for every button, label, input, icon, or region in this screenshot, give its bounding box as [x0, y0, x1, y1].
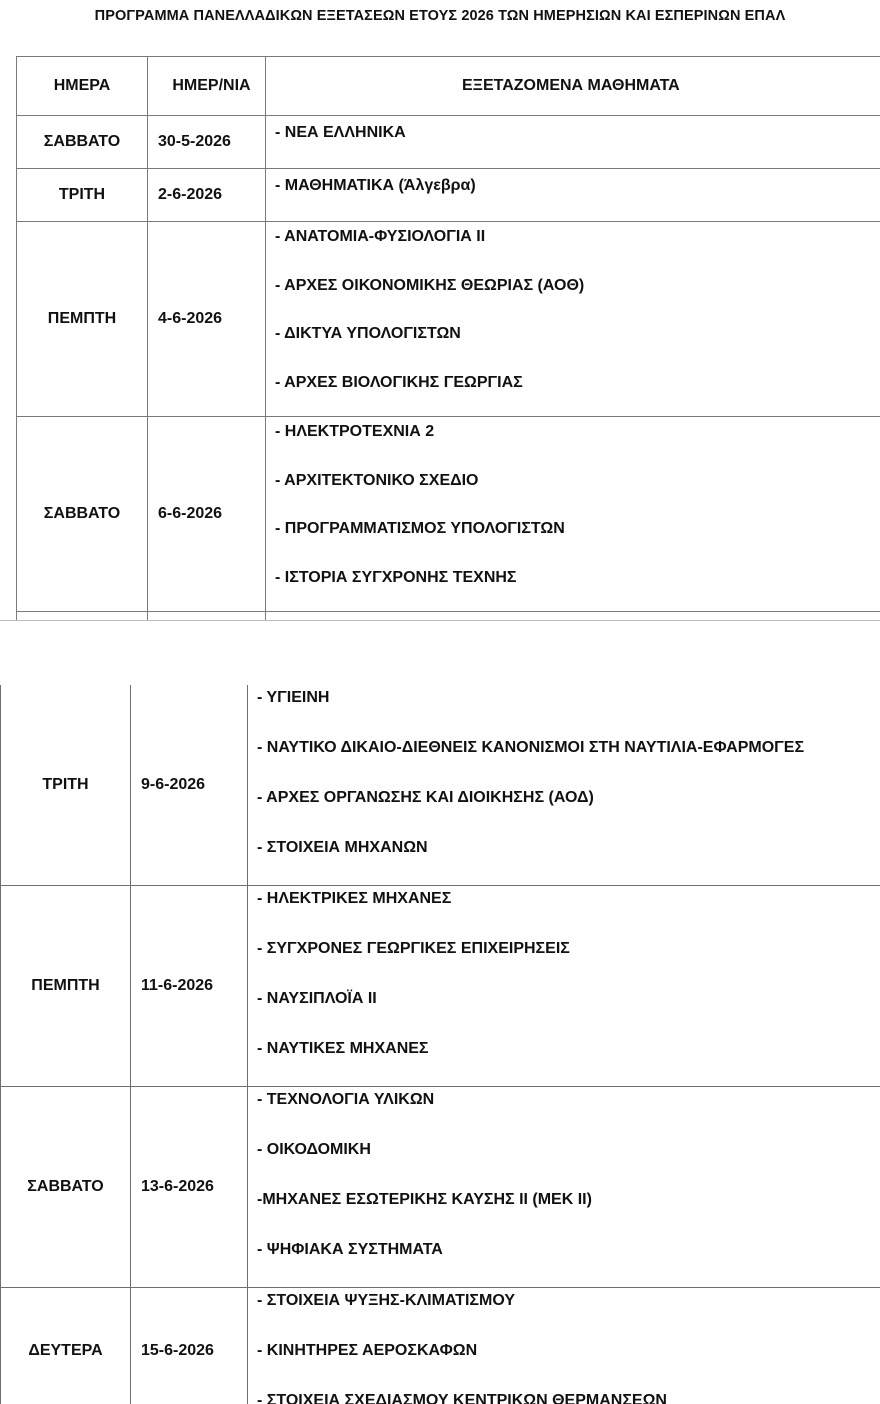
subject-item: - ΝΑΥΤΙΚΟ ΔΙΚΑΙΟ-ΔΙΕΘΝΕΙΣ ΚΑΝΟΝΙΣΜΟΙ ΣΤΗ ΝΑΥΤΙΛΙΑ-ΕΦΑΡΜΟΓΕΣ: [257, 739, 805, 756]
subject-item: - ΝΕΑ ΕΛΛΗΝΙΚΑ: [275, 124, 406, 141]
subject-item: - ΣΥΓΧΡΟΝΕΣ ΓΕΩΡΓΙΚΕΣ ΕΠΙΧΕΙΡΗΣΕΙΣ: [257, 940, 570, 957]
subject-item: - ΤΕΧΝΟΛΟΓΙΑ ΥΛΙΚΩΝ: [257, 1091, 435, 1108]
subject-item: - ΠΡΟΓΡΑΜΜΑΤΙΣΜΟΣ ΥΠΟΛΟΓΙΣΤΩΝ: [275, 520, 565, 537]
cell-day: ΠΕΜΠΤΗ: [17, 222, 148, 417]
cell-date: 9-6-2026: [131, 685, 248, 886]
table-row: [1, 1288, 880, 1404]
subject-item: - ΣΤΟΙΧΕΙΑ ΜΗΧΑΝΩΝ: [257, 839, 428, 856]
subject-item: - ΣΤΟΙΧΕΙΑ ΣΧΕΔΙΑΣΜΟΥ ΚΕΝΤΡΙΚΩΝ ΘΕΡΜΑΝΣΕΩΝ: [257, 1392, 667, 1404]
cell-subjects: [248, 1288, 880, 1404]
subject-item: - ΝΑΥΣΙΠΛΟΪΑ ΙΙ: [257, 990, 377, 1007]
cell-date: 4-6-2026: [148, 222, 266, 417]
cell-day: ΣΑΒΒΑΤΟ: [17, 116, 148, 169]
subject-item: - ΑΡΧΕΣ ΒΙΟΛΟΓΙΚΗΣ ΓΕΩΡΓΙΑΣ: [275, 373, 523, 391]
cell-date: 2-6-2026: [148, 169, 266, 222]
subject-item: - ΜΑΘΗΜΑΤΙΚΑ (Άλγεβρα): [275, 177, 476, 194]
subject-item: - ΨΗΦΙΑΚΑ ΣΥΣΤΗΜΑΤΑ: [257, 1241, 443, 1258]
subject-item: - ΝΑΥΤΙΚΕΣ ΜΗΧΑΝΕΣ: [257, 1040, 429, 1057]
table-row: [17, 417, 880, 612]
cell-subjects: [266, 169, 880, 222]
cell-subjects: [266, 417, 880, 612]
subject-item: - ΗΛΕΚΤΡΙΚΕΣ ΜΗΧΑΝΕΣ: [257, 890, 452, 907]
table-row: [1, 886, 880, 1087]
subject-item: - ΑΝΑΤΟΜΙΑ-ΦΥΣΙΟΛΟΓΙΑ ΙΙ: [275, 228, 486, 245]
cell-subjects: [266, 116, 880, 169]
table-row: [17, 116, 880, 169]
subject-item: -ΜΗΧΑΝΕΣ ΕΣΩΤΕΡΙΚΗΣ ΚΑΥΣΗΣ ΙΙ (ΜΕΚ ΙΙ): [257, 1191, 592, 1208]
subject-item: - ΗΛΕΚΤΡΟΤΕΧΝΙΑ 2: [275, 423, 435, 440]
exam-schedule-table-page-2: [0, 684, 880, 1404]
table-row: [17, 169, 880, 222]
subject-item: - ΚΙΝΗΤΗΡΕΣ ΑΕΡΟΣΚΑΦΩΝ: [257, 1342, 478, 1359]
page-gap: [0, 620, 880, 685]
cell-date: 13-6-2026: [131, 1087, 248, 1288]
table-row-partial: [17, 612, 880, 621]
cell-day: ΤΡΙΤΗ: [1, 685, 131, 886]
cell-subjects: [248, 886, 880, 1087]
subject-item: - ΙΣΤΟΡΙΑ ΣΥΓΧΡΟΝΗΣ ΤΕΧΝΗΣ: [275, 568, 517, 586]
table-header-row: [17, 57, 880, 116]
subject-item: - ΑΡΧΙΤΕΚΤΟΝΙΚΟ ΣΧΕΔΙΟ: [275, 471, 479, 489]
table-row: [1, 685, 880, 886]
cell-subjects: [248, 685, 880, 886]
page-2: [0, 620, 880, 1404]
header-day: ΗΜΕΡΑ: [17, 57, 148, 116]
cell-day: ΠΕΜΠΤΗ: [1, 886, 131, 1087]
cell-day: ΔΕΥΤΕΡΑ: [1, 1288, 131, 1404]
cell-date: 30-5-2026: [148, 116, 266, 169]
subject-item: - ΣΤΟΙΧΕΙΑ ΨΥΞΗΣ-ΚΛΙΜΑΤΙΣΜΟΥ: [257, 1292, 515, 1309]
cell-date: 15-6-2026: [131, 1288, 248, 1404]
subject-item: - ΑΡΧΕΣ ΟΡΓΑΝΩΣΗΣ ΚΑΙ ΔΙΟΙΚΗΣΗΣ (ΑΟΔ): [257, 789, 594, 806]
header-subjects: ΕΞΕΤΑΖΟΜΕΝΑ ΜΑΘΗΜΑΤΑ: [266, 57, 880, 116]
cell-day: ΤΡΙΤΗ: [17, 169, 148, 222]
cell-day: ΣΑΒΒΑΤΟ: [17, 417, 148, 612]
subject-item: - ΥΓΙΕΙΝΗ: [257, 689, 330, 706]
subject-item: - ΟΙΚΟΔΟΜΙΚΗ: [257, 1141, 371, 1158]
cell-subjects: [248, 1087, 880, 1288]
cell-day: ΣΑΒΒΑΤΟ: [1, 1087, 131, 1288]
subject-item: - ΑΡΧΕΣ ΟΙΚΟΝΟΜΙΚΗΣ ΘΕΩΡΙΑΣ (ΑΟΘ): [275, 276, 585, 294]
document-title: ΠΡΟΓΡΑΜΜΑ ΠΑΝΕΛΛΑΔΙΚΩΝ ΕΞΕΤΑΣΕΩΝ ΕΤΟΥΣ 2026 ΤΩΝ ΗΜΕΡΗΣΙΩΝ ΚΑΙ ΕΣΠΕΡΙΝΩΝ ΕΠΑΛ: [94, 8, 786, 24]
cell-subjects: [266, 222, 880, 417]
cell-date: 11-6-2026: [131, 886, 248, 1087]
subject-item: - ΔΙΚΤΥΑ ΥΠΟΛΟΓΙΣΤΩΝ: [275, 325, 461, 342]
table-row: [17, 222, 880, 417]
exam-schedule-table-page-1: [16, 56, 880, 620]
table-row: [1, 1087, 880, 1288]
cell-date: 6-6-2026: [148, 417, 266, 612]
header-date: ΗΜΕΡ/ΝΙΑ: [148, 57, 266, 116]
page-1: [0, 0, 880, 620]
